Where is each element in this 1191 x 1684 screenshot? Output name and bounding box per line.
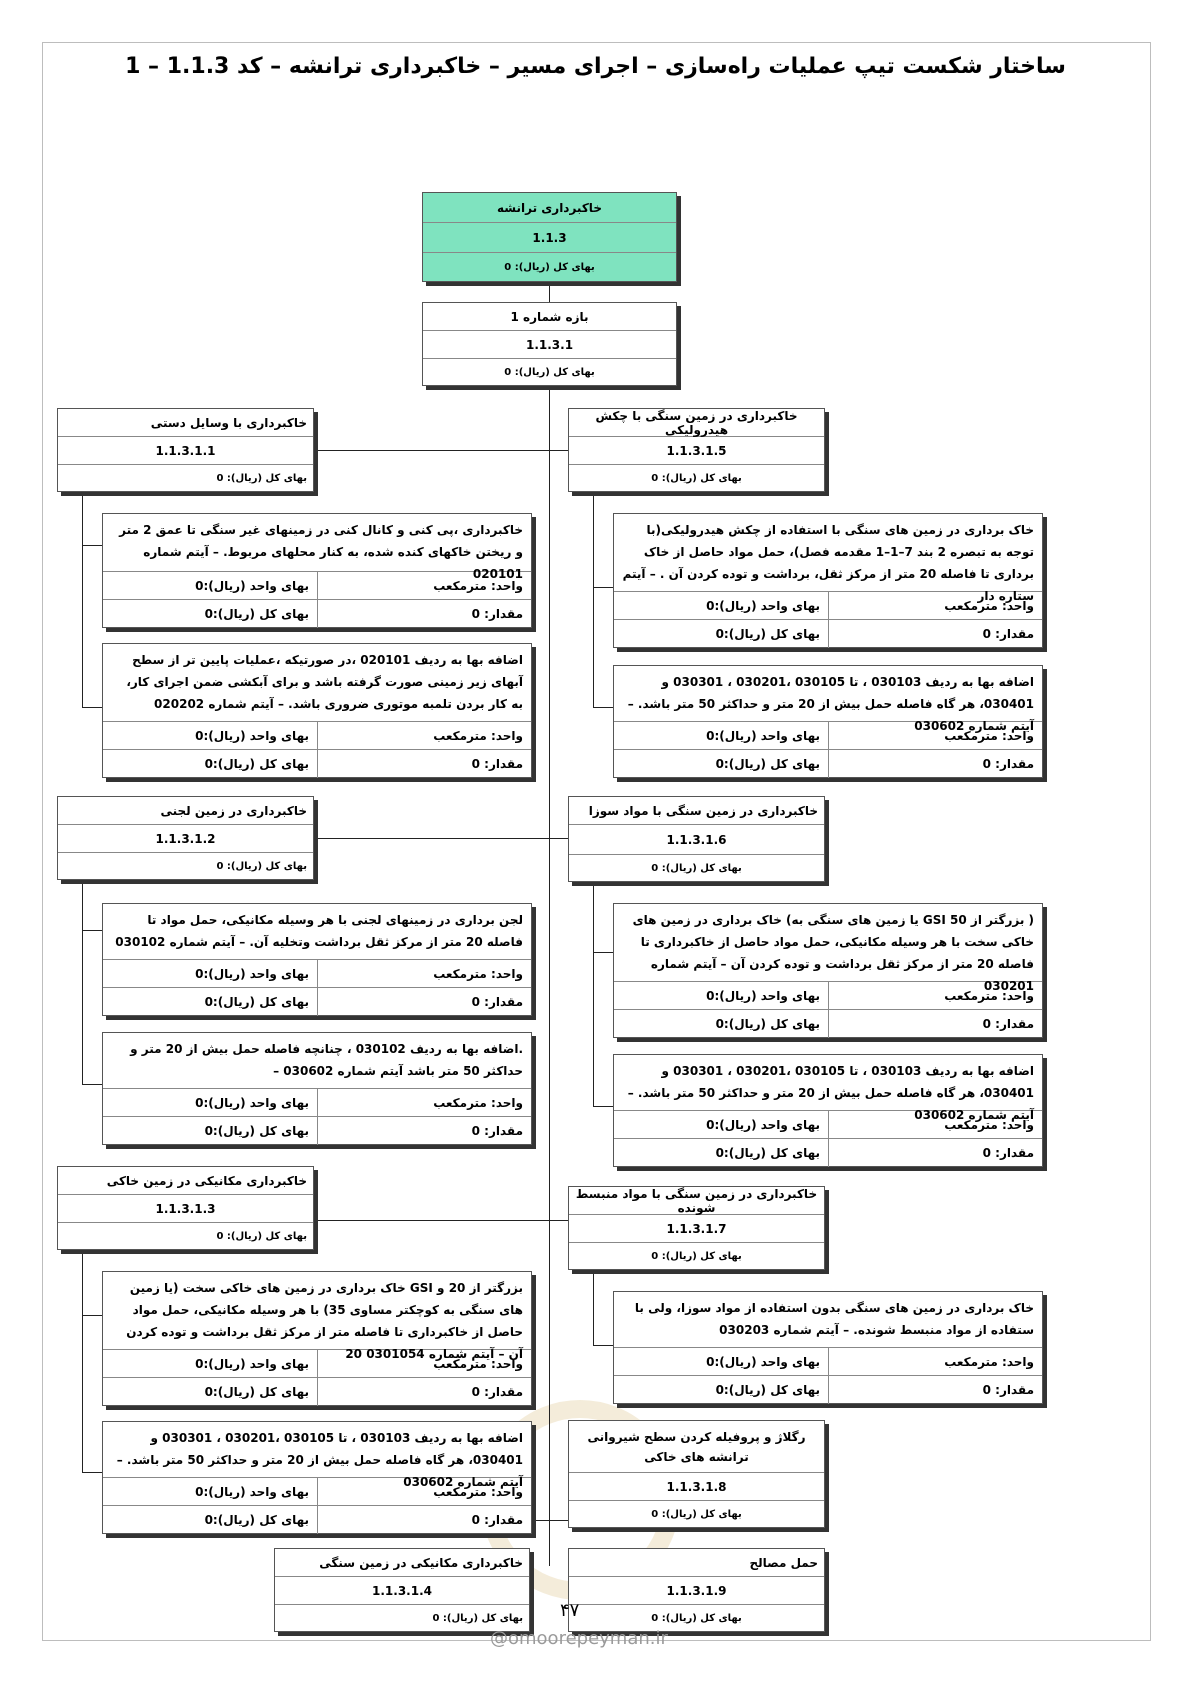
unit-cell: واحد: مترمکعب xyxy=(828,592,1042,620)
node-name: خاکبرداری در زمین سنگی با مواد سوزا xyxy=(569,797,824,825)
unit-cost-cell: بهای واحد (ریال):0 xyxy=(103,722,317,750)
connector xyxy=(593,492,594,707)
node-total: بهای کل (ریال): 0 xyxy=(216,1230,307,1242)
connector xyxy=(314,838,568,839)
unit-cell: واحد: مترمکعب xyxy=(317,960,531,988)
node-name: خاکبرداری در زمین سنگی با چکش هیدرولیکی xyxy=(569,409,824,437)
node-name: خاکبرداری در زمین لجنی xyxy=(58,797,313,825)
node-manual[interactable] xyxy=(57,408,314,492)
node-total: بهای کل (ریال): 0 xyxy=(504,261,595,273)
connector xyxy=(593,1106,613,1107)
unit-cost-cell: بهای واحد (ریال):0 xyxy=(103,1478,317,1506)
unit-cost-cell: بهای واحد (ریال):0 xyxy=(103,1350,317,1378)
item-total-cell: بهای کل (ریال):0 xyxy=(204,757,309,771)
node-marsh[interactable] xyxy=(57,796,314,880)
node-total: بهای کل (ریال): 0 xyxy=(651,862,742,874)
connector xyxy=(530,1520,568,1521)
unit-cost-cell: بهای واحد (ریال):0 xyxy=(614,982,828,1010)
node-code: 1.1.3.1.9 xyxy=(569,1577,824,1605)
connector xyxy=(593,952,613,953)
node-total: بهای کل (ریال): 0 xyxy=(651,1508,742,1520)
item-total-cell: بهای کل (ریال):0 xyxy=(204,995,309,1009)
node-code: 1.1.3 xyxy=(423,223,676,253)
connector xyxy=(82,1472,102,1473)
quantity-cell: مقدار: 0 xyxy=(317,750,531,778)
node-code: 1.1.3.1.8 xyxy=(569,1473,824,1501)
quantity-cell: مقدار: 0 xyxy=(317,1117,531,1145)
node-total: بهای کل (ریال): 0 xyxy=(216,472,307,484)
unit-cost-cell: بهای واحد (ریال):0 xyxy=(614,1111,828,1139)
connector xyxy=(82,930,102,931)
site-watermark: @omoorepeyman.ir xyxy=(490,1628,668,1649)
item-description: اضافه بها به ردیف 030103 ، تا 030105 ،030201 ، 030301 و 030401، هر گاه فاصله حمل بیش از 20 متر و حداکثر 50 متر باشد. – آیتم شماره 030602 xyxy=(614,666,1042,722)
unit-cell: واحد: مترمکعب xyxy=(317,572,531,600)
quantity-cell: مقدار: 0 xyxy=(828,620,1042,648)
item-total-cell: بهای کل (ریال):0 xyxy=(715,1146,820,1160)
item-description: .اضافه بها به ردیف 030102 ، چنانچه فاصله حمل بیش از 20 متر و حداکثر 50 متر باشد آیتم شماره 030602 – xyxy=(103,1033,531,1089)
connector xyxy=(82,1084,102,1085)
quantity-cell: مقدار: 0 xyxy=(828,1376,1042,1404)
item-card[interactable] xyxy=(102,513,532,628)
quantity-cell: مقدار: 0 xyxy=(317,600,531,628)
item-description: اضافه بها به ردیف 030103 ، تا 030105 ،030201 ، 030301 و 030401، هر گاه فاصله حمل بیش از 20 متر و حداکثر 50 متر باشد. – آیتم شماره 030602 xyxy=(103,1422,531,1478)
item-card[interactable] xyxy=(102,1032,532,1145)
node-expanding[interactable] xyxy=(568,1186,825,1270)
item-description: لجن برداری در زمینهای لجنی با هر وسیله مکانیکی، حمل مواد تا فاصله 20 متر از مرکز ثقل برداشت وتخلیه آن. – آیتم شماره 030102 xyxy=(103,904,531,960)
node-code: 1.1.3.1.1 xyxy=(58,437,313,465)
unit-cost-cell: بهای واحد (ریال):0 xyxy=(103,1089,317,1117)
node-name: خاکبرداری با وسایل دستی xyxy=(58,409,313,437)
item-total-cell: بهای کل (ریال):0 xyxy=(715,757,820,771)
node-name: خاکبرداری مکانیکی در زمین خاکی xyxy=(58,1167,313,1195)
node-mech-soil[interactable] xyxy=(57,1166,314,1250)
node-total: بهای کل (ریال): 0 xyxy=(651,1250,742,1262)
node-mech-rock[interactable] xyxy=(274,1548,530,1632)
quantity-cell: مقدار: 0 xyxy=(317,1506,531,1534)
connector xyxy=(82,707,102,708)
page-title: ساختار شکست تیپ عملیات راه‌سازی – اجرای مسیر – خاکبرداری ترانشه – کد 1.1.3 – 1 xyxy=(125,54,1066,79)
node-code: 1.1.3.1.5 xyxy=(569,437,824,465)
unit-cell: واحد: مترمکعب xyxy=(317,1478,531,1506)
item-total-cell: بهای کل (ریال):0 xyxy=(715,1383,820,1397)
node-total: بهای کل (ریال): 0 xyxy=(432,1612,523,1624)
node-reach[interactable] xyxy=(422,302,677,386)
connector xyxy=(82,492,83,707)
item-card[interactable] xyxy=(613,903,1043,1038)
item-card[interactable] xyxy=(102,903,532,1016)
connector xyxy=(82,1315,102,1316)
node-total: بهای کل (ریال): 0 xyxy=(216,860,307,872)
page-number: ۴۷ xyxy=(560,1600,580,1621)
item-description: خاکبرداری ،پی کنی و کانال کنی در زمینهای غیر سنگی تا عمق 2 متر و ریختن خاکهای کنده شده، به کنار محلهای مربوط. – آیتم شماره 020101 xyxy=(103,514,531,572)
unit-cell: واحد: مترمکعب xyxy=(317,1350,531,1378)
item-description: خاک برداری در زمین های سنگی بدون استفاده از مواد سوزا، ولی با ستفاده از مواد منبسط شونده. – آیتم شماره 030203 xyxy=(614,1292,1042,1348)
item-description: ( بزرگتر از GSI 50 یا زمین های سنگی به) خاک برداری در زمین های خاکی سخت با هر وسیله مکانیکی، حمل مواد حاصل از خاکبرداری تا فاصله 20 متر از مرکز ثقل برداشت و توده کردن آن – آیتم شماره 030201 xyxy=(614,904,1042,982)
node-total: بهای کل (ریال): 0 xyxy=(651,472,742,484)
item-card[interactable] xyxy=(613,1054,1043,1167)
item-description: اضافه بها به ردیف 030103 ، تا 030105 ،030201 ، 030301 و 030401، هر گاه فاصله حمل بیش از 20 متر و حداکثر 50 متر باشد. – آیتم شماره 030602 xyxy=(614,1055,1042,1111)
node-code: 1.1.3.1.6 xyxy=(569,825,824,855)
node-root[interactable] xyxy=(422,192,677,282)
connector xyxy=(82,1250,83,1472)
node-total: بهای کل (ریال): 0 xyxy=(651,1612,742,1624)
quantity-cell: مقدار: 0 xyxy=(828,1139,1042,1167)
node-code: 1.1.3.1.4 xyxy=(275,1577,529,1605)
connector xyxy=(593,1270,594,1345)
node-grading[interactable] xyxy=(568,1420,825,1528)
unit-cell: واحد: مترمکعب xyxy=(828,982,1042,1010)
connector xyxy=(593,882,594,1106)
quantity-cell: مقدار: 0 xyxy=(828,750,1042,778)
quantity-cell: مقدار: 0 xyxy=(317,988,531,1016)
node-code: 1.1.3.1.7 xyxy=(569,1215,824,1243)
quantity-cell: مقدار: 0 xyxy=(317,1378,531,1406)
item-card[interactable] xyxy=(102,1271,532,1406)
connector xyxy=(314,450,568,451)
node-total: بهای کل (ریال): 0 xyxy=(504,366,595,378)
unit-cell: واحد: مترمکعب xyxy=(317,1089,531,1117)
node-name: حمل مصالح xyxy=(569,1549,824,1577)
item-card[interactable] xyxy=(613,1291,1043,1404)
unit-cell: واحد: مترمکعب xyxy=(828,1348,1042,1376)
connector xyxy=(314,1220,568,1221)
connector xyxy=(593,1345,613,1346)
item-description: اضافه بها به ردیف 020101 ،در صورتیکه ،عملیات پایین تر از سطح آبهای زیر زمینی صورت گرفته باشد و برای آبکشی ضمن اجرای کار، به کار بردن تلمبه موتوری ضروری باشد. – آیتم شماره 020202 xyxy=(103,644,531,722)
item-card[interactable] xyxy=(613,665,1043,778)
node-hammer[interactable] xyxy=(568,408,825,492)
node-code: 1.1.3.1.2 xyxy=(58,825,313,853)
connector xyxy=(82,880,83,1084)
unit-cost-cell: بهای واحد (ریال):0 xyxy=(103,572,317,600)
item-card[interactable] xyxy=(102,1421,532,1534)
node-haul[interactable] xyxy=(568,1548,825,1632)
connector xyxy=(593,587,613,588)
connector xyxy=(593,707,613,708)
connector xyxy=(82,545,102,546)
unit-cost-cell: بهای واحد (ریال):0 xyxy=(103,960,317,988)
unit-cost-cell: بهای واحد (ریال):0 xyxy=(614,1348,828,1376)
node-name: خاکبرداری ترانشه xyxy=(423,193,676,223)
node-name: رگلاژ و پروفیله کردن سطح شیروانی ترانشه های خاکی xyxy=(569,1421,824,1473)
unit-cost-cell: بهای واحد (ریال):0 xyxy=(614,592,828,620)
unit-cell: واحد: مترمکعب xyxy=(828,722,1042,750)
item-total-cell: بهای کل (ریال):0 xyxy=(204,1124,309,1138)
node-code: 1.1.3.1 xyxy=(423,331,676,359)
item-total-cell: بهای کل (ریال):0 xyxy=(204,1513,309,1527)
unit-cost-cell: بهای واحد (ریال):0 xyxy=(614,722,828,750)
connector xyxy=(549,282,550,302)
item-total-cell: بهای کل (ریال):0 xyxy=(715,627,820,641)
item-description: بزرگتر از 20 و GSI خاک برداری در زمین های خاکی سخت (یا زمین های سنگی به کوچکتر مساوی 35) با هر وسیله مکانیکی، حمل مواد حاصل از خاکبرداری تا فاصله متر از مرکز ثقل برداشت و توده کردن آن – آیتم شماره 0301054 20 xyxy=(103,1272,531,1350)
quantity-cell: مقدار: 0 xyxy=(828,1010,1042,1038)
item-card[interactable] xyxy=(613,513,1043,648)
node-explosive[interactable] xyxy=(568,796,825,882)
unit-cell: واحد: مترمکعب xyxy=(828,1111,1042,1139)
node-name: خاکبرداری مکانیکی در زمین سنگی xyxy=(275,1549,529,1577)
node-code: 1.1.3.1.3 xyxy=(58,1195,313,1223)
item-total-cell: بهای کل (ریال):0 xyxy=(204,607,309,621)
item-card[interactable] xyxy=(102,643,532,778)
item-description: خاک برداری در زمین های سنگی با استفاده از چکش هیدرولیکی(با توجه به تبصره 2 بند 7–1–1 مقدمه فصل)، حمل مواد حاصل از خاک برداری تا فاصله 20 متر از مرکز ثقل، برداشت و توده کردن آن . – آیتم ستاره دار xyxy=(614,514,1042,592)
item-total-cell: بهای کل (ریال):0 xyxy=(204,1385,309,1399)
item-total-cell: بهای کل (ریال):0 xyxy=(715,1017,820,1031)
unit-cell: واحد: مترمکعب xyxy=(317,722,531,750)
node-name: خاکبرداری در زمین سنگی با مواد منبسط شونده xyxy=(569,1187,824,1215)
connector xyxy=(549,386,550,1566)
node-name: بازه شماره 1 xyxy=(423,303,676,331)
